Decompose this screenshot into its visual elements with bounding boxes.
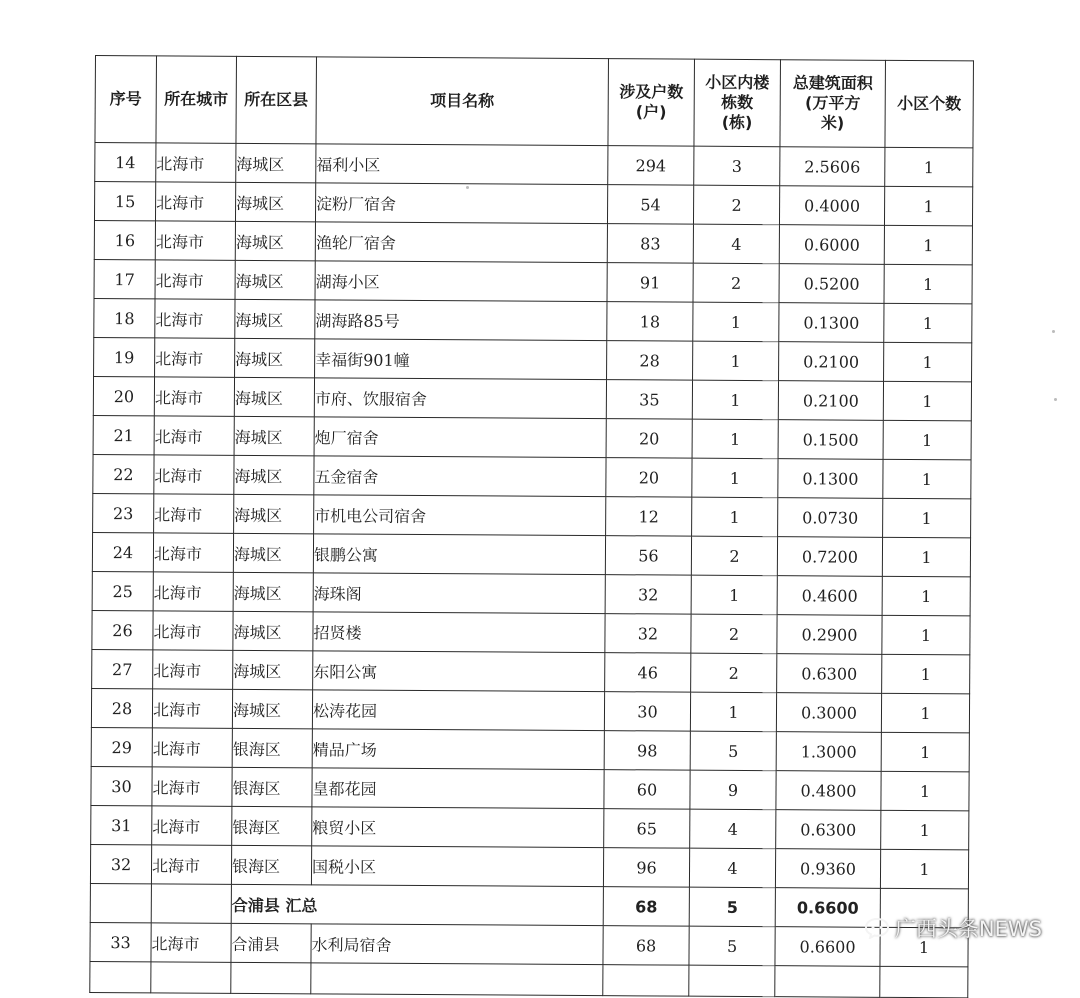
subtotal-row: [90, 883, 968, 927]
cell-project: 淀粉厂宿舍: [315, 183, 607, 224]
cell-buildings: 1: [693, 302, 779, 342]
cell-district: 海城区: [234, 416, 314, 455]
cell-district: 海城区: [232, 689, 312, 728]
cell-area: 0.2100: [778, 381, 883, 421]
table-row: [90, 922, 968, 966]
cell-buildings: 2: [693, 263, 779, 303]
cell-city: 北海市: [153, 533, 233, 572]
cell-buildings: 2: [691, 653, 777, 693]
cell-area: 0.2100: [779, 342, 884, 382]
table-row: [93, 376, 971, 420]
cell-buildings: 3: [694, 146, 780, 186]
cell-count: 1: [883, 381, 971, 421]
cell-district: 海城区: [235, 338, 315, 377]
cell-households: 96: [603, 848, 689, 888]
cell-households: 54: [607, 185, 693, 225]
cell-seq: 31: [91, 805, 152, 844]
cell-project: 幸福街901幢: [315, 339, 607, 380]
cell-buildings: 1: [692, 380, 778, 420]
cell-city: 北海市: [151, 845, 231, 884]
table-row: [94, 259, 972, 303]
cell-project: 粮贸小区: [312, 807, 604, 848]
cell-households: 28: [607, 341, 693, 381]
cell-seq: 33: [90, 922, 151, 961]
cell-count: 1: [881, 810, 969, 850]
cell-project: 湖海小区: [315, 261, 607, 302]
cell-households: 83: [607, 224, 693, 264]
cell-buildings: 4: [690, 809, 776, 849]
cell-buildings: 1: [692, 458, 778, 498]
scan-speck: [466, 186, 469, 189]
cell-project: 福利小区: [316, 144, 608, 185]
cell-seq: 28: [91, 688, 152, 727]
table-row: [91, 727, 969, 771]
cell-households: 60: [604, 770, 690, 810]
cell-count: 1: [880, 849, 968, 889]
cell-count: 1: [882, 654, 970, 694]
cell-area: 0.1300: [779, 303, 884, 343]
subtotal-households: 68: [603, 887, 689, 927]
table-row: [91, 688, 969, 732]
cell-district: 海城区: [234, 494, 314, 533]
cell-seq: 20: [93, 376, 154, 415]
cell-area: 0.1300: [778, 459, 883, 499]
cell-seq: 14: [95, 143, 156, 182]
cell-area: 0.6000: [779, 225, 884, 265]
cell-seq: 32: [90, 844, 151, 883]
housing-table: [89, 55, 974, 998]
cell-area: 0.6600: [775, 927, 880, 967]
table-row: [93, 493, 971, 537]
cell-city: 北海市: [155, 182, 235, 221]
cell-seq: 22: [93, 454, 154, 493]
cell-seq: 25: [92, 571, 153, 610]
cell-households: 65: [604, 809, 690, 849]
cell-seq: 29: [91, 727, 152, 766]
header-area: 总建筑面积 (万平方 米): [780, 60, 886, 148]
cell-count: 1: [882, 537, 970, 577]
cell-households: 98: [604, 731, 690, 771]
subtotal-area: 0.6600: [775, 888, 880, 928]
cell-city: 北海市: [152, 728, 232, 767]
cell-project: 水利局宿舍: [311, 924, 603, 965]
cell-count: 1: [884, 264, 972, 304]
cell-seq: 19: [94, 337, 155, 376]
cell-project: 海珠阁: [313, 573, 605, 614]
table-row: [92, 649, 970, 693]
cell-households: 20: [606, 458, 692, 498]
cell-district: 银海区: [232, 728, 312, 767]
cell-area: 0.5200: [779, 264, 884, 304]
cell-city: 北海市: [155, 221, 235, 260]
cell-district: 海城区: [235, 299, 315, 338]
cell-district: 海城区: [233, 650, 313, 689]
cell-households: 32: [605, 575, 691, 615]
cell-households: 46: [605, 653, 691, 693]
cell-buildings: 5: [689, 926, 775, 966]
cell-city: 北海市: [152, 689, 232, 728]
cell-households: 56: [605, 536, 691, 576]
scan-speck: [1052, 330, 1055, 333]
table-row: [94, 337, 972, 381]
cell-project: 精品广场: [312, 729, 604, 770]
cell-count: 1: [880, 927, 968, 967]
table-row: [92, 571, 970, 615]
cell-area: 0.9360: [775, 849, 880, 889]
header-count: 小区个数: [885, 60, 974, 148]
cell-seq: 15: [94, 182, 155, 221]
cell-city: 北海市: [153, 572, 233, 611]
table-row: [95, 143, 973, 187]
cell-project: 银鹏公寓: [313, 534, 605, 575]
cell-area: 1.3000: [776, 732, 881, 772]
cell-count: 1: [882, 615, 970, 655]
cell-households: 20: [606, 419, 692, 459]
cell-count: 1: [883, 420, 971, 460]
cell-area: 0.4600: [777, 576, 882, 616]
cell-city: 北海市: [155, 299, 235, 338]
cell-seq: 23: [93, 493, 154, 532]
cell-city: 北海市: [154, 494, 234, 533]
cell-project: 招贤楼: [313, 612, 605, 653]
document-page: [89, 55, 974, 998]
cell-project: 五金宿舍: [314, 456, 606, 497]
cell-city: 北海市: [154, 377, 234, 416]
cell-households: 30: [604, 692, 690, 732]
cell-seq: 26: [92, 610, 153, 649]
cell-district: 银海区: [232, 806, 312, 845]
cell-seq: 21: [93, 415, 154, 454]
cell-buildings: 4: [693, 224, 779, 264]
cell-count: 1: [881, 693, 969, 733]
cell-seq: 24: [92, 532, 153, 571]
cell-buildings: 1: [691, 575, 777, 615]
cell-seq: 30: [91, 766, 152, 805]
subtotal-buildings: 5: [689, 887, 775, 927]
cell-seq: 17: [94, 259, 155, 298]
table-row: [92, 610, 970, 654]
cell-buildings: 5: [690, 731, 776, 771]
cell-households: 32: [605, 614, 691, 654]
cell-area: 0.3000: [776, 693, 881, 733]
cell-count: 1: [884, 342, 972, 382]
cell-district: 海城区: [233, 611, 313, 650]
watermark: [865, 913, 1042, 943]
cell-households: 35: [606, 380, 692, 420]
cell-city: 北海市: [153, 650, 233, 689]
cell-district: 海城区: [234, 377, 314, 416]
subtotal-city: [151, 884, 231, 923]
cell-project: 国税小区: [311, 846, 603, 887]
cell-count: 1: [883, 459, 971, 499]
table-row: [90, 844, 968, 888]
cell-district: 银海区: [232, 767, 312, 806]
cell-district: 海城区: [235, 260, 315, 299]
table-row: [94, 220, 972, 264]
table-row: [93, 415, 971, 459]
cell-project: 湖海路85号: [315, 300, 607, 341]
cell-district: 海城区: [233, 572, 313, 611]
cell-area: 0.4800: [776, 771, 881, 811]
cell-buildings: 1: [693, 341, 779, 381]
cell-district: 海城区: [234, 455, 314, 494]
header-seq: 序号: [95, 56, 157, 143]
cell-buildings: 1: [690, 692, 776, 732]
cell-project: 松涛花园: [312, 690, 604, 731]
cell-district: 海城区: [235, 221, 315, 260]
cell-buildings: 9: [690, 770, 776, 810]
cell-households: 91: [607, 263, 693, 303]
cell-city: 北海市: [154, 455, 234, 494]
cell-city: 北海市: [151, 923, 231, 962]
header-row: [95, 56, 974, 148]
header-city: 所在城市: [156, 56, 237, 143]
cell-households: 294: [608, 146, 694, 186]
cell-city: 北海市: [152, 806, 232, 845]
cell-city: 北海市: [155, 260, 235, 299]
cell-seq: 18: [94, 298, 155, 337]
cell-households: 68: [603, 926, 689, 966]
cell-count: 1: [882, 576, 970, 616]
cell-households: 12: [606, 497, 692, 537]
cell-district: 海城区: [233, 533, 313, 572]
watermark-text: 广西头条NEWS: [894, 917, 1042, 941]
cell-buildings: 2: [691, 536, 777, 576]
table-row-cutoff: [90, 961, 968, 997]
table-footer: [90, 883, 969, 997]
cell-count: 1: [884, 303, 972, 343]
subtotal-label: 合浦县 汇总: [231, 884, 603, 925]
cell-district: 海城区: [236, 143, 316, 182]
cell-area: 0.2900: [777, 615, 882, 655]
table-row: [91, 766, 969, 810]
subtotal-seq: [90, 883, 151, 922]
header-project: 项目名称: [316, 57, 609, 146]
cell-count: 1: [884, 186, 972, 226]
cell-project: 渔轮厂宿舍: [315, 222, 607, 263]
speech-bubble-logo-icon: [865, 917, 889, 939]
table-body: [90, 143, 973, 889]
cell-households: 18: [607, 302, 693, 342]
table-row: [93, 454, 971, 498]
cell-buildings: 2: [693, 185, 779, 225]
cell-area: 0.0730: [778, 498, 883, 538]
cell-area: 0.6300: [776, 810, 881, 850]
cell-district: 合浦县: [231, 923, 311, 962]
cell-district: 银海区: [231, 845, 311, 884]
cell-buildings: 1: [692, 419, 778, 459]
cell-project: 皇都花园: [312, 768, 604, 809]
cell-project: 市机电公司宿舍: [314, 495, 606, 536]
table-row: [94, 298, 972, 342]
cell-area: 0.4000: [779, 186, 884, 226]
cell-area: 0.6300: [777, 654, 882, 694]
cell-project: 炮厂宿舍: [314, 417, 606, 458]
table-row: [92, 532, 970, 576]
table-row: [91, 805, 969, 849]
cell-project: 市府、饮服宿舍: [314, 378, 606, 419]
cell-district: 海城区: [235, 182, 315, 221]
cell-area: 0.7200: [777, 537, 882, 577]
cell-seq: 27: [92, 649, 153, 688]
header-households: 涉及户数 (户): [608, 59, 695, 147]
cell-city: 北海市: [153, 611, 233, 650]
table-row: [94, 182, 972, 226]
cell-count: 1: [884, 225, 972, 265]
cell-project: 东阳公寓: [313, 651, 605, 692]
cell-city: 北海市: [152, 767, 232, 806]
cell-buildings: 4: [689, 848, 775, 888]
cell-seq: 16: [94, 220, 155, 259]
cell-area: 2.5606: [780, 147, 885, 187]
cell-city: 北海市: [156, 143, 236, 182]
header-district: 所在区县: [236, 56, 317, 143]
cell-count: 1: [885, 147, 973, 187]
cell-city: 北海市: [155, 338, 235, 377]
cell-count: 1: [881, 732, 969, 772]
cell-buildings: 2: [691, 614, 777, 654]
header-buildings: 小区内楼 栋数 (栋): [694, 59, 781, 147]
cell-count: 1: [883, 498, 971, 538]
cell-count: 1: [881, 771, 969, 811]
cell-area: 0.1500: [778, 420, 883, 460]
scan-speck: [1054, 398, 1057, 401]
cell-buildings: 1: [692, 497, 778, 537]
cell-city: 北海市: [154, 416, 234, 455]
